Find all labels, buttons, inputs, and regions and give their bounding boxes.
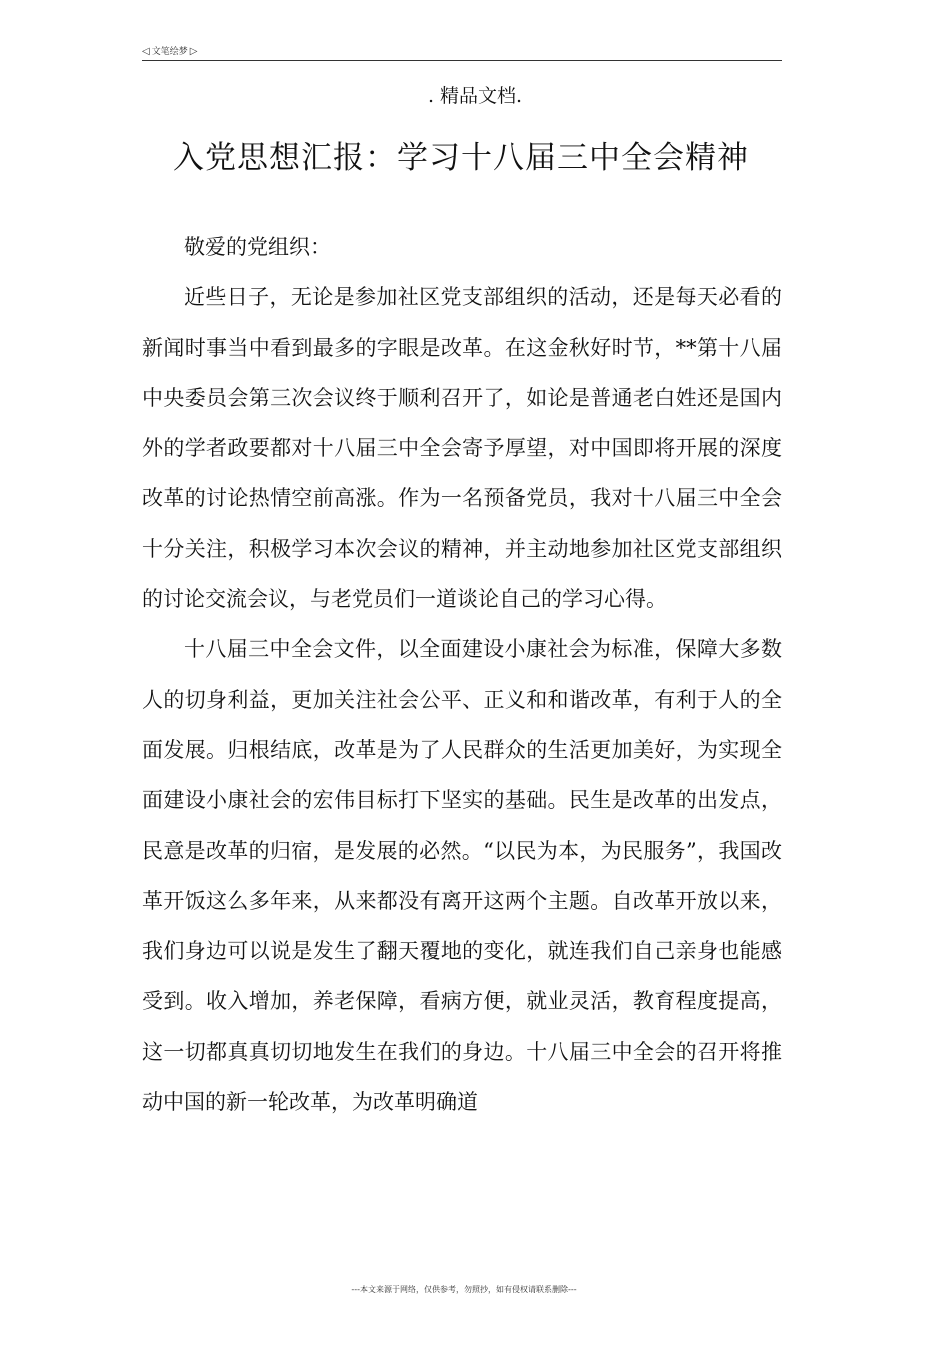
doc-tag: . 精品文档. <box>427 85 523 107</box>
document-title: 入党思想汇报：学习十八届三中全会精神 <box>173 140 749 176</box>
right-triangle-icon: ▷ <box>189 46 198 57</box>
page-header <box>142 44 782 61</box>
footer-disclaimer: ---本文来源于网络，仅供参考，勿照抄，如有侵权请联系删除--- <box>351 1285 577 1294</box>
body-paragraph: 十八届三中全会文件，以全面建设小康社会为标准，保障大多数人的切身利益，更加关注社会公平、正义和和谐改革，有利于人的全面发展。归根结底，改革是为了人民群众的生活更加美好，为实现全面建设小康社会的宏伟目标打下坚实的基础。民生是改革的出发点，民意是改革的归宿，是发展的必然。“以民为本，为民服务”，我国改革开饭这么多年来，从来都没有离开这两个主题。自改革开放以来，我们身边可以说是发生了翻天覆地的变化，就连我们自己亲身也能感受到。收入增加，养老保障，看病方便，就业灵活，教育程度提高，这一切都真真切切地发生在我们的身边。十八届三中全会的召开将推动中国的新一轮改革，为改革明确道 <box>142 637 782 1115</box>
header-label: 文笔绘梦 <box>151 47 188 57</box>
document-body <box>142 222 782 1127</box>
left-triangle-icon: ◁ <box>142 46 150 57</box>
body-paragraph: 近些日子，无论是参加社区党支部组织的活动，还是每天必看的新闻时事当中看到最多的字眼是改革。在这金秋好时节，**第十八届中央委员会第三次会议终于顺利召开了，如论是普通老白姓还是国内外的学者政要都对十八届三中全会寄予厚望，对中国即将开展的深度改革的讨论热情空前高涨。作为一名预备党员，我对十八届三中全会十分关注，积极学习本次会议的精神，并主动地参加社区党支部组织的讨论交流会议，与老党员们一道谈论自己的学习心得。 <box>142 285 782 612</box>
salutation-paragraph: 敬爱的党组织： <box>184 235 331 259</box>
